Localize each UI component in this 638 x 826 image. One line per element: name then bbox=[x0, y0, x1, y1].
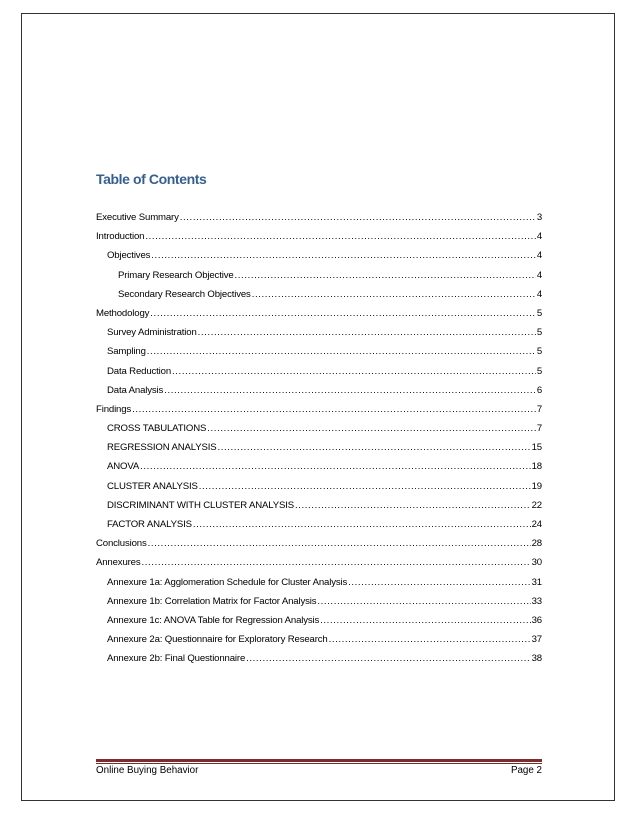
toc-entry[interactable] bbox=[96, 423, 542, 442]
toc-dot-leader bbox=[320, 615, 530, 626]
toc-dot-leader bbox=[317, 596, 530, 607]
toc-entry-label: Objectives bbox=[107, 250, 151, 262]
toc-dot-leader bbox=[132, 404, 536, 415]
toc-entry-page-number: 31 bbox=[531, 576, 542, 588]
toc-dot-leader bbox=[295, 500, 531, 511]
toc-entry[interactable] bbox=[96, 557, 542, 576]
toc-entry[interactable] bbox=[96, 653, 542, 672]
toc-entry-label: Annexure 1b: Correlation Matrix for Factor Analysis bbox=[107, 595, 317, 607]
toc-entry-page-number: 3 bbox=[536, 212, 542, 223]
toc-entry[interactable] bbox=[96, 270, 542, 289]
toc-entry-label: ANOVA bbox=[107, 461, 140, 473]
toc-entry-page-number: 4 bbox=[536, 269, 542, 281]
toc-entry[interactable] bbox=[96, 250, 542, 269]
toc-entry-label: Findings bbox=[96, 403, 132, 415]
footer-document-title: Online Buying Behavior bbox=[96, 765, 199, 776]
toc-entry-page-number: 7 bbox=[536, 403, 542, 415]
toc-entry[interactable] bbox=[96, 346, 542, 365]
toc-entry-label: Annexures bbox=[96, 557, 141, 569]
toc-dot-leader bbox=[164, 385, 536, 396]
toc-entry-page-number: 22 bbox=[531, 499, 542, 511]
toc-entry-page-number: 24 bbox=[531, 519, 542, 530]
toc-entry-label: Annexure 2a: Questionnaire for Exploratory Research bbox=[107, 634, 328, 646]
toc-entry-label: Data Reduction bbox=[107, 365, 172, 377]
toc-dot-leader bbox=[140, 461, 530, 472]
toc-dot-leader bbox=[172, 366, 536, 377]
toc-entry-page-number: 5 bbox=[536, 365, 542, 377]
toc-entry-page-number: 19 bbox=[531, 480, 542, 492]
toc-entry-page-number: 5 bbox=[536, 346, 542, 358]
toc-entry-label: Primary Research Objective bbox=[118, 269, 234, 281]
toc-entry[interactable] bbox=[96, 212, 542, 231]
toc-entry-page-number: 38 bbox=[531, 653, 542, 665]
toc-dot-leader bbox=[148, 538, 531, 549]
toc-entry[interactable] bbox=[96, 289, 542, 308]
toc-entry[interactable] bbox=[96, 442, 542, 461]
toc-entry[interactable] bbox=[96, 308, 542, 327]
toc-entry[interactable] bbox=[96, 538, 542, 557]
toc-entry-page-number: 7 bbox=[536, 423, 542, 435]
toc-entry-page-number: 4 bbox=[536, 288, 542, 300]
toc-dot-leader bbox=[235, 270, 536, 281]
toc-entry-label: REGRESSION ANALYSIS bbox=[107, 442, 217, 454]
toc-dot-leader bbox=[151, 250, 536, 261]
toc-entry-label: CROSS TABULATIONS bbox=[107, 423, 207, 435]
toc-entry-label: Data Analysis bbox=[107, 384, 164, 396]
toc-dot-leader bbox=[246, 653, 530, 664]
toc-entry[interactable] bbox=[96, 500, 542, 519]
toc-dot-leader bbox=[252, 289, 536, 300]
toc-entry[interactable] bbox=[96, 327, 542, 346]
toc-entry-page-number: 33 bbox=[531, 595, 542, 607]
toc-entry[interactable] bbox=[96, 634, 542, 653]
toc-entry-label: Sampling bbox=[107, 346, 146, 358]
toc-entry[interactable] bbox=[96, 231, 542, 250]
toc-entry[interactable] bbox=[96, 596, 542, 615]
toc-list bbox=[96, 212, 542, 673]
toc-dot-leader bbox=[329, 634, 531, 645]
toc-entry-label: Executive Summary bbox=[96, 212, 179, 223]
toc-entry[interactable] bbox=[96, 481, 542, 500]
toc-dot-leader bbox=[180, 212, 536, 223]
toc-dot-leader bbox=[198, 327, 536, 338]
toc-entry-label: Annexure 2b: Final Questionnaire bbox=[107, 653, 246, 665]
toc-entry-label: Conclusions bbox=[96, 538, 147, 550]
footer-rule bbox=[96, 759, 542, 762]
toc-entry-page-number: 28 bbox=[531, 538, 542, 550]
toc-entry-label: Introduction bbox=[96, 231, 145, 243]
toc-entry-label: Methodology bbox=[96, 307, 150, 319]
toc-entry-label: Annexure 1a: Agglomeration Schedule for Cluster Analysis bbox=[107, 576, 348, 588]
toc-entry-page-number: 37 bbox=[531, 634, 542, 646]
toc-entry[interactable] bbox=[96, 577, 542, 596]
toc-entry-label: DISCRIMINANT WITH CLUSTER ANALYSIS bbox=[107, 499, 294, 511]
toc-entry-page-number: 30 bbox=[531, 557, 542, 569]
toc-entry-page-number: 6 bbox=[536, 384, 542, 396]
toc-entry[interactable] bbox=[96, 404, 542, 423]
toc-dot-leader bbox=[145, 231, 535, 242]
footer-rule-thin bbox=[96, 763, 542, 764]
footer-page-number: Page 2 bbox=[510, 765, 542, 776]
toc-entry-label: CLUSTER ANALYSIS bbox=[107, 480, 198, 492]
toc-entry-page-number: 4 bbox=[536, 231, 542, 243]
toc-entry[interactable] bbox=[96, 519, 542, 538]
toc-dot-leader bbox=[147, 346, 536, 357]
toc-entry-label: Secondary Research Objectives bbox=[118, 288, 251, 300]
toc-entry-page-number: 36 bbox=[531, 614, 542, 626]
toc-entry-page-number: 5 bbox=[536, 307, 542, 319]
toc-entry-label: Annexure 1c: ANOVA Table for Regression Analysis bbox=[107, 614, 320, 626]
toc-entry-label: Survey Administration bbox=[107, 327, 197, 339]
toc-entry[interactable] bbox=[96, 461, 542, 480]
toc-dot-leader bbox=[150, 308, 536, 319]
toc-dot-leader bbox=[193, 519, 531, 530]
toc-entry[interactable] bbox=[96, 615, 542, 634]
toc-entry-page-number: 4 bbox=[536, 250, 542, 262]
toc-entry-page-number: 5 bbox=[536, 327, 542, 339]
toc-entry-page-number: 15 bbox=[531, 442, 542, 454]
toc-dot-leader bbox=[348, 577, 531, 588]
toc-entry[interactable] bbox=[96, 385, 542, 404]
toc-dot-leader bbox=[142, 557, 531, 568]
toc-dot-leader bbox=[199, 481, 531, 492]
toc-title: Table of Contents bbox=[96, 171, 207, 187]
toc-entry-label: FACTOR ANALYSIS bbox=[107, 519, 192, 530]
toc-dot-leader bbox=[217, 442, 530, 453]
toc-entry-page-number: 18 bbox=[531, 461, 542, 473]
toc-entry[interactable] bbox=[96, 366, 542, 385]
toc-dot-leader bbox=[207, 423, 536, 434]
